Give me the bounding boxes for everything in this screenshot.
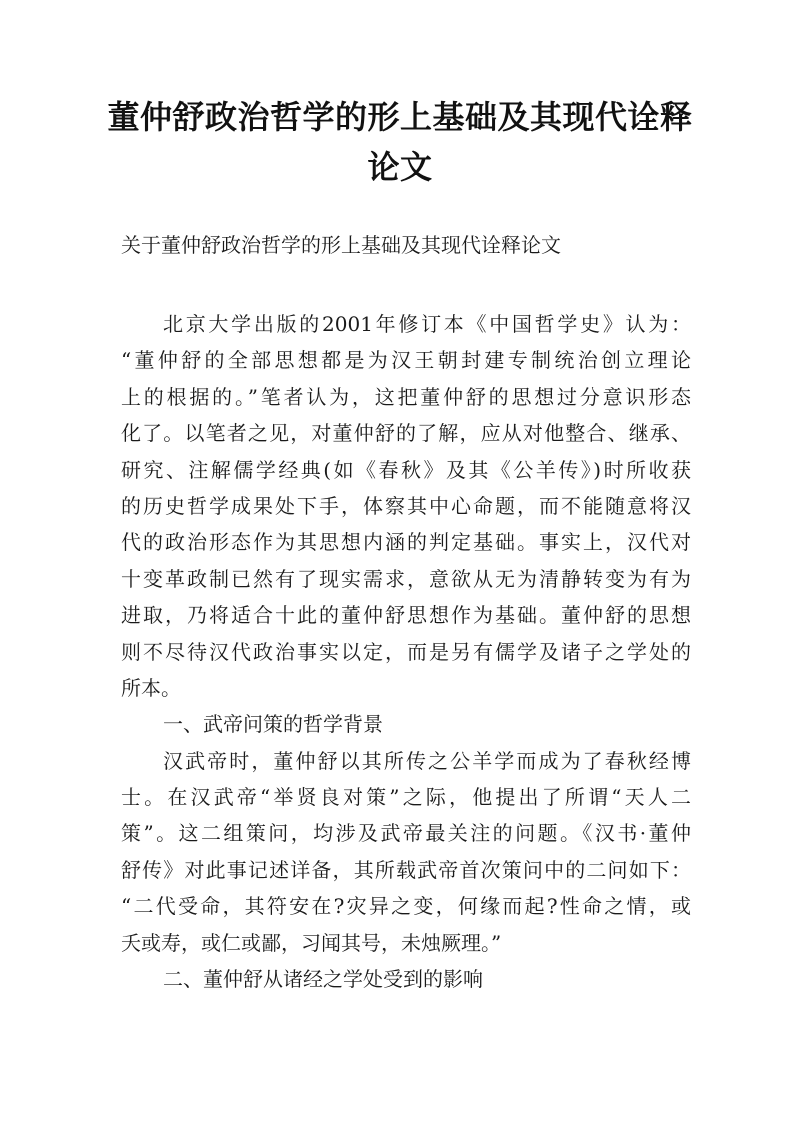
body-line: 化了。以笔者之见，对董仲舒的了解，应从对他整合、继承、 — [121, 421, 691, 446]
body-line: 代的政治形态作为其思想内涵的判定基础。事实上，汉代对 — [121, 530, 691, 555]
body-line: 士。在汉武帝“举贤良对策”之际，他提出了所谓“天人二 — [121, 785, 691, 810]
body-line: 研究、注解儒学经典(如《春秋》及其《公羊传》)时所收获 — [121, 457, 691, 482]
body-line: 进取，乃将适合十此的董仲舒思想作为基础。董仲舒的思想 — [121, 603, 691, 628]
section-heading: 一、武帝问策的哲学背景 — [163, 712, 383, 737]
body-line: 上的根据的。”笔者认为，这把董仲舒的思想过分意识形态 — [121, 384, 691, 409]
body-line: 夭或寿，或仁或鄙，习闻其号，未烛厥理。” — [121, 930, 502, 955]
document-subtitle: 关于董仲舒政治哲学的形上基础及其现代诠释论文 — [121, 233, 561, 257]
title-line-1: 董仲舒政治哲学的形上基础及其现代诠释 — [107, 98, 693, 136]
body-line: 汉武帝时，董仲舒以其所传之公羊学而成为了春秋经博 — [163, 748, 691, 773]
body-line: 十变革政制已然有了现实需求，意欲从无为清静转变为有为 — [121, 566, 691, 591]
body-line: 所本。 — [121, 675, 181, 700]
section-heading: 二、董仲舒从诸经之学处受到的影响 — [163, 967, 483, 992]
title-line-2: 论文 — [367, 148, 433, 186]
document-body — [121, 306, 691, 997]
body-line: 北京大学出版的2001年修订本《中国哲学史》认为： — [163, 312, 691, 336]
body-line: “董仲舒的全部思想都是为汉王朝封建专制统治创立理论 — [121, 348, 691, 373]
body-line: 的历史哲学成果处下手，体察其中心命题，而不能随意将汉 — [121, 493, 691, 518]
body-line: “二代受命，其符安在?灾异之变，何缘而起?性命之情，或 — [121, 894, 691, 919]
body-line: 舒传》对此事记述详备，其所载武帝首次策问中的二问如下： — [121, 857, 691, 882]
body-line: 策”。这二组策问，均涉及武帝最关注的问题。《汉书·董仲 — [121, 821, 691, 846]
body-line: 则不尽待汉代政治事实以定，而是另有儒学及诸子之学处的 — [121, 639, 691, 664]
document-title — [100, 92, 700, 192]
